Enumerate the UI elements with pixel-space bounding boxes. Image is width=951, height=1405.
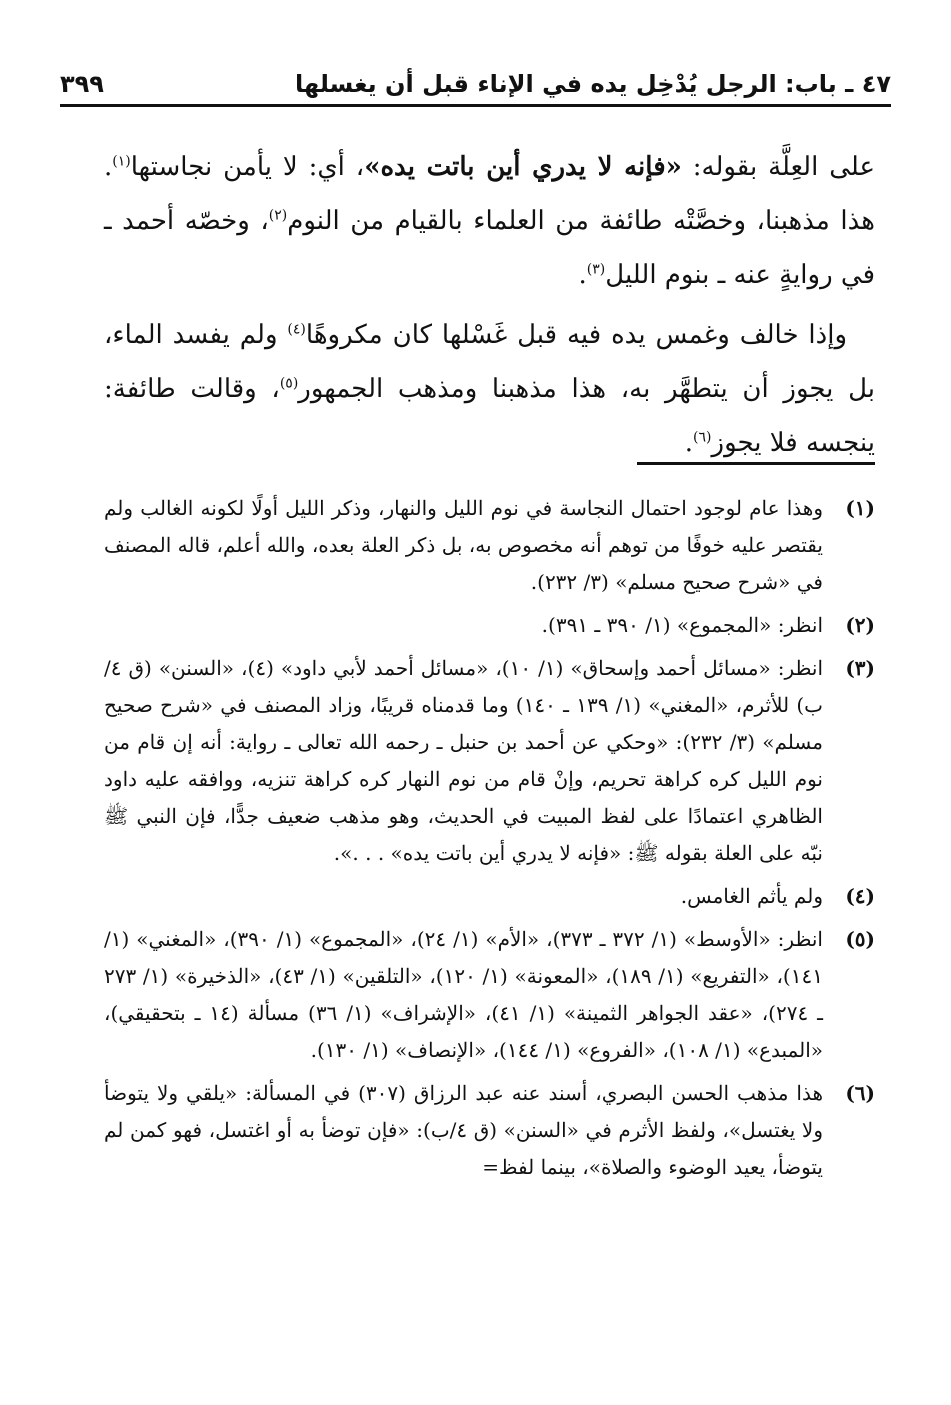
paragraph-1 <box>104 140 875 302</box>
footnote-mark: (١) <box>845 496 875 520</box>
footnote-text: ولم يأثم الغامس. <box>680 884 823 908</box>
paragraph-2 <box>104 308 875 470</box>
text-run: . <box>578 260 587 290</box>
text-run: وإذا خالف وغمس يده فيه قبل غَسْلها كان مكروهًا <box>305 320 847 350</box>
footnote-mark: (٢) <box>845 613 875 637</box>
footnote-mark: (٦) <box>845 1081 875 1105</box>
main-text <box>104 140 875 470</box>
footnote-mark: (٣) <box>845 656 875 680</box>
footnote-mark: (٥) <box>845 927 875 951</box>
text-run: على العِلَّة بقوله: <box>681 152 875 182</box>
footnote-text: انظر: «المجموع» (١/ ٣٩٠ ـ ٣٩١). <box>541 613 823 637</box>
hadith-quote: «فإنه لا يدري أين باتت يده» <box>364 152 682 182</box>
footnote-ref: (٦) <box>693 429 712 446</box>
text-run: ، وقالت طائفة: ينجسه فلا يجوز <box>104 374 875 458</box>
text-run: ولم يفسد الماء، بل يجوز أن يتطهَّر به، هذا مذهبنا ومذهب الجمهور <box>104 320 876 404</box>
footnote-text: انظر: «مسائل أحمد وإسحاق» (١/ ١٠)، «مسائل أحمد لأبي داود» (٤)، «السنن» (ق ٤/ب) للأثرم، «المغني» (١/ ١٣٩ ـ ١٤٠) وما قدمناه قريبًا، وزاد المصنف في «شرح صحيح مسلم» (٣/ ٢٣٢): «وحكي عن أحمد بن حنبل ـ رحمه الله تعالى ـ رواية: أنه إن قام من نوم الليل كره كراهة تحريم، وإنْ قام من نوم النهار كره كراهة تنزيه، ووافقه عليه داود الظاهري اعتمادًا على لفظ المبيت في الحديث، وهو مذهب ضعيف جدًّا، فإن النبي ﷺ نبّه على العلة بقوله ﷺ: «فإنه لا يدري أين باتت يده» . . .». <box>104 656 824 865</box>
footnote-ref: (٤) <box>287 321 306 338</box>
page-number: ٣٩٩ <box>60 70 104 98</box>
footnote-text: وهذا عام لوجود احتمال النجاسة في نوم الليل والنهار، وذكر الليل أولًا لكونه الغالب ولم يقتصر عليه خوفًا من توهم أنه مخصوص به، بل ذكر العلة بعده، والله أعلم، قاله المصنف في «شرح صحيح مسلم» (٣/ ٢٣٢). <box>104 496 823 594</box>
text-run: ، أي: لا يأمن نجاستها <box>130 152 365 182</box>
footnote-ref: (٣) <box>586 261 606 278</box>
footnote-6 <box>104 1075 875 1186</box>
text-run: ، وخصّه أحمد ـ في روايةٍ عنه ـ بنوم الليل <box>104 206 875 290</box>
footnote-4 <box>104 878 875 915</box>
footnotes <box>104 490 875 1192</box>
footnote-2 <box>104 607 875 644</box>
footnote-5 <box>104 921 875 1069</box>
footnote-text: هذا مذهب الحسن البصري، أسند عنه عبد الرزاق (٣٠٧) في المسألة: «يلقي ولا يتوضأ ولا يغتسل»، ولفظ الأثرم في «السنن» (ق ٤/ب): «فإن توضأ به أو اغتسل، فهو كمن لم يتوضأ، يعيد الوضوء والصلاة»، بينما لفظ= <box>104 1081 824 1179</box>
text-run: . هذا مذهبنا، وخصَّتْه طائفة من العلماء بالقيام من النوم <box>104 152 875 236</box>
chapter-title: ٤٧ ـ باب: الرجل يُدْخِل يده في الإناء قبل أن يغسلها <box>295 70 891 98</box>
footnote-ref: (٥) <box>279 375 299 392</box>
footnote-ref: (١) <box>112 153 131 170</box>
footnote-text: انظر: «الأوسط» (١/ ٣٧٢ ـ ٣٧٣)، «الأم» (١/ ٢٤)، «المجموع» (١/ ٣٩٠)، «المغني» (١/ ١٤١)، «التفريع» (١/ ١٨٩)، «المعونة» (١/ ١٢٠)، «التلقين» (١/ ٤٣)، «الذخيرة» (١/ ٢٧٣ ـ ٢٧٤)، «عقد الجواهر الثمينة» (١/ ٤١)، «الإشراف» (١/ ٣٦) مسألة (١٤ ـ بتحقيقي)، «المبدع» (١/ ١٠٨)، «الفروع» (١/ ١٤٤)، «الإنصاف» (١/ ١٣٠). <box>104 927 823 1062</box>
footnote-3 <box>104 650 875 872</box>
page-header <box>60 40 891 107</box>
footnote-1 <box>104 490 875 601</box>
footnote-mark: (٤) <box>845 884 875 908</box>
footnote-divider <box>637 462 875 465</box>
text-run: . <box>684 428 694 458</box>
footnote-ref: (٢) <box>268 207 288 224</box>
